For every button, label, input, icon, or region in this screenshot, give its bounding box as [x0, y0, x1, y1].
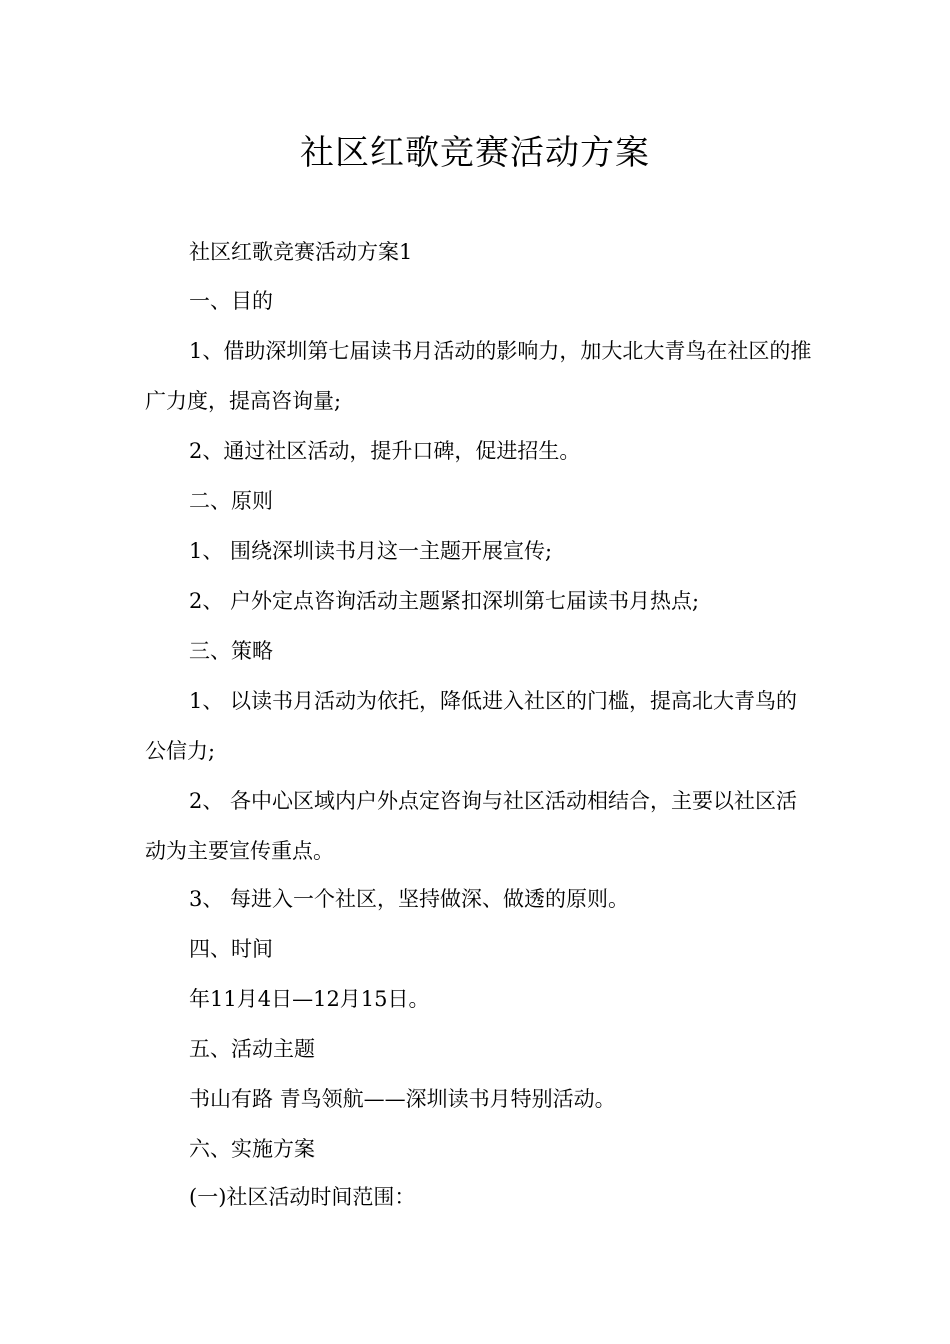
paragraph-heading-purpose: 一、目的: [189, 289, 273, 313]
paragraph-heading-strategy: 三、策略: [189, 639, 273, 663]
paragraph-principle-2: 2、 户外定点咨询活动主题紧扣深圳第七届读书月热点;: [189, 589, 700, 613]
paragraph-strategy-3: 3、 每进入一个社区，坚持做深、做透的原则。: [189, 887, 630, 911]
paragraph-principle-1: 1、 围绕深圳读书月这一主题开展宣传;: [189, 539, 553, 563]
paragraph-time: 年11月4日—12月15日。: [189, 987, 430, 1011]
paragraph-heading-principle: 二、原则: [189, 489, 273, 513]
document-title: 社区红歌竞赛活动方案: [300, 133, 650, 173]
paragraph-purpose-2: 2、通过社区活动，提升口碑，促进招生。: [189, 439, 581, 463]
paragraph-heading-time: 四、时间: [189, 937, 273, 961]
paragraph-heading-theme: 五、活动主题: [189, 1037, 315, 1061]
paragraph-section-heading-1: 社区红歌竞赛活动方案1: [189, 240, 413, 264]
paragraph-strategy-1: 1、 以读书月活动为依托，降低进入社区的门槛，提高北大青鸟的公信力;: [145, 689, 798, 763]
paragraph-heading-plan: 六、实施方案: [189, 1137, 315, 1161]
paragraph-purpose-1: 1、借助深圳第七届读书月活动的影响力，加大北大青鸟在社区的推广力度，提高咨询量;: [145, 339, 812, 413]
paragraph-strategy-2: 2、 各中心区域内户外点定咨询与社区活动相结合，主要以社区活动为主要宣传重点。: [145, 789, 798, 863]
paragraph-plan-1: (一)社区活动时间范围：: [189, 1185, 416, 1209]
paragraph-theme: 书山有路 青鸟领航——深圳读书月特别活动。: [189, 1087, 616, 1111]
